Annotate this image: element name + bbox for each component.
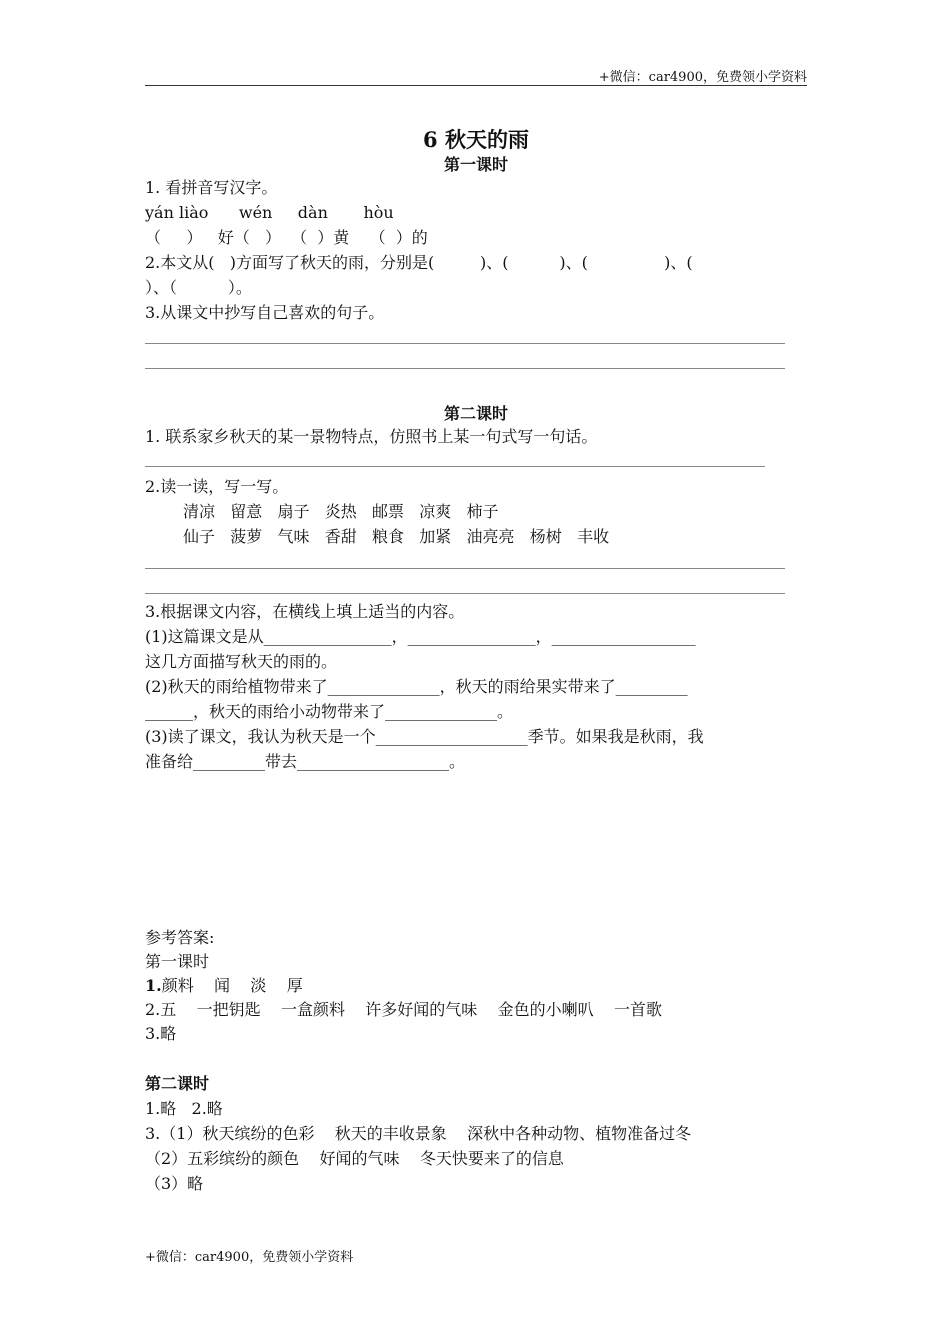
writing-line bbox=[145, 593, 785, 594]
fill-blank-1a: (1)这篇课文是从________________，________________，__________________ bbox=[145, 627, 696, 646]
answers-heading: 参考答案: bbox=[145, 928, 215, 947]
fill-blank-1b: 这几方面描写秋天的雨的。 bbox=[145, 652, 338, 671]
answers-lesson1-heading: 第一课时 bbox=[145, 952, 210, 971]
page-title: 6 秋天的雨 bbox=[423, 127, 529, 152]
answer-b1: 1.略 2.略 bbox=[145, 1099, 223, 1118]
answer-3: 3.略 bbox=[145, 1024, 177, 1043]
footer-note: +微信：car4900，免费领小学资料 bbox=[145, 1250, 354, 1265]
answer-b3-3: （3）略 bbox=[145, 1174, 204, 1193]
fill-blank-3a: (3)读了课文，我认为秋天是一个___________________季节。如果我是秋雨，我 bbox=[145, 727, 704, 746]
lesson2-question-1: 1. 联系家乡秋天的某一景物特点，仿照书上某一句式写一句话。 bbox=[145, 427, 598, 446]
header-divider bbox=[145, 85, 807, 86]
lesson2-question-2: 2.读一读，写一写。 bbox=[145, 477, 289, 496]
lesson1-heading: 第一课时 bbox=[443, 155, 508, 174]
pinyin-row: yán liào wén dàn hòu bbox=[145, 203, 394, 222]
pinyin-blanks: （ ） 好（ ） （ ）黄 （ ）的 bbox=[145, 228, 428, 247]
answer-1 bbox=[145, 976, 303, 996]
answer-1-text: 颜料 闻 淡 厚 bbox=[161, 976, 303, 995]
lesson1-question-2a: 2.本文从( )方面写了秋天的雨，分别是( )、( )、( )、( bbox=[145, 253, 693, 272]
writing-line bbox=[145, 466, 765, 467]
writing-line bbox=[145, 568, 785, 569]
lesson1-question-3: 3.从课文中抄写自己喜欢的句子。 bbox=[145, 303, 385, 322]
fill-blank-3b: 准备给_________带去___________________。 bbox=[145, 752, 466, 771]
writing-line bbox=[145, 368, 785, 369]
lesson1-question-2b: ）、（ ）。 bbox=[145, 278, 252, 297]
lesson1-question-1: 1. 看拼音写汉字。 bbox=[145, 178, 278, 197]
fill-blank-2a: (2)秋天的雨给植物带来了______________，秋天的雨给果实带来了_________ bbox=[145, 677, 688, 696]
word-row-2: 仙子 菠萝 气味 香甜 粮食 加紧 油亮亮 杨树 丰收 bbox=[183, 527, 610, 546]
answer-1-number: 1. bbox=[145, 976, 162, 995]
word-row-1: 清凉 留意 扇子 炎热 邮票 凉爽 柿子 bbox=[183, 502, 499, 521]
lesson2-heading: 第二课时 bbox=[443, 404, 508, 423]
answer-b3-2: （2）五彩缤纷的颜色 好闻的气味 冬天快要来了的信息 bbox=[145, 1149, 564, 1168]
header-note: +微信：car4900，免费领小学资料 bbox=[598, 70, 807, 85]
writing-line bbox=[145, 343, 785, 344]
lesson2-question-3: 3.根据课文内容，在横线上填上适当的内容。 bbox=[145, 602, 465, 621]
answer-b3-1: 3.（1）秋天缤纷的色彩 秋天的丰收景象 深秋中各种动物、植物准备过冬 bbox=[145, 1124, 692, 1143]
answer-2: 2.五 一把钥匙 一盒颜料 许多好闻的气味 金色的小喇叭 一首歌 bbox=[145, 1000, 662, 1019]
answers-lesson2-heading: 第二课时 bbox=[145, 1074, 210, 1093]
fill-blank-2b: ______，秋天的雨给小动物带来了______________。 bbox=[145, 702, 514, 721]
worksheet-page bbox=[145, 0, 807, 1344]
